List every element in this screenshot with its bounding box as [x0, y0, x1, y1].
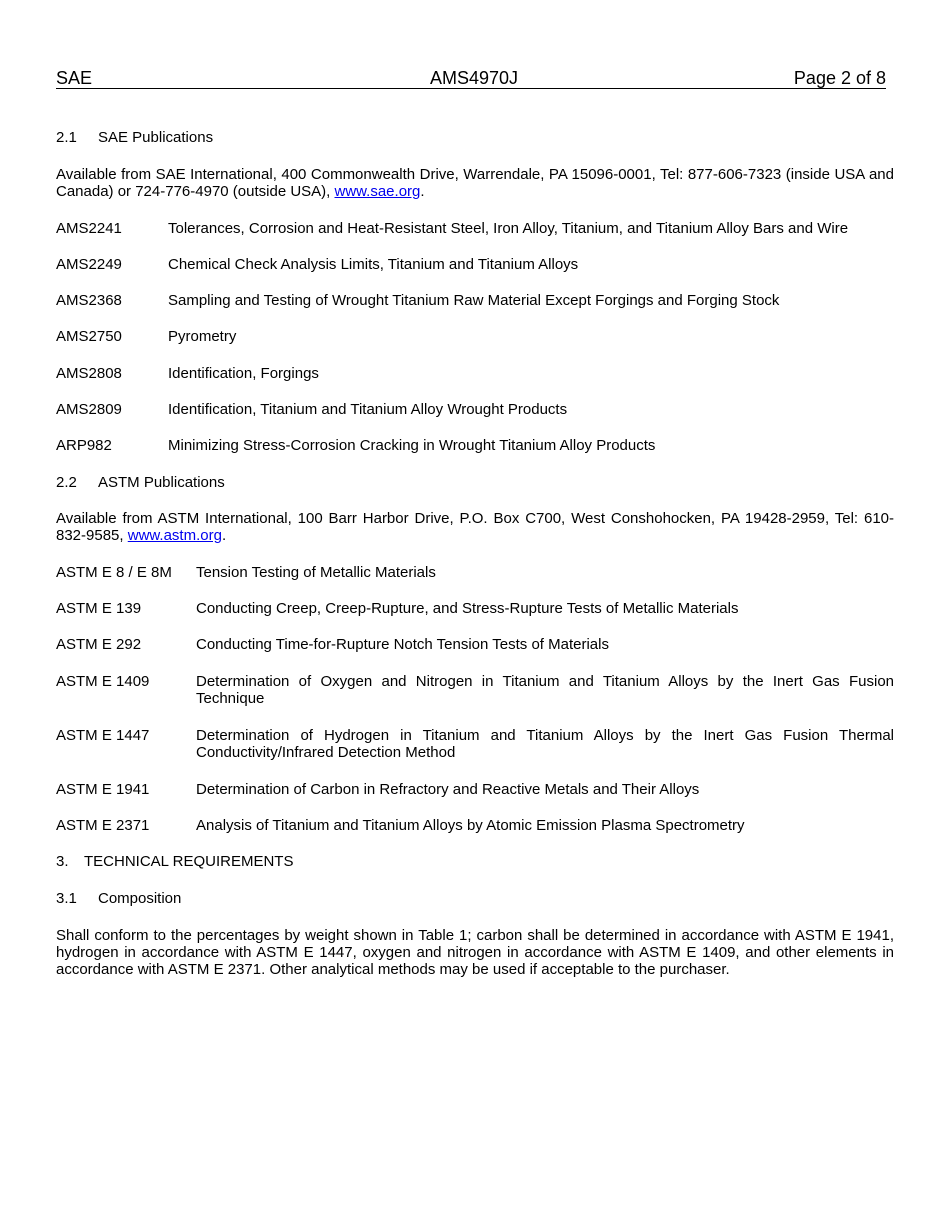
section-title: ASTM Publications: [98, 474, 225, 491]
page-header: [56, 68, 886, 89]
reference-code: ASTM E 1409: [56, 673, 150, 690]
section-number: 3.1: [56, 890, 77, 907]
reference-title: Chemical Check Analysis Limits, Titanium and Titanium Alloys: [168, 256, 579, 273]
header-document-number: AMS4970J: [430, 68, 519, 88]
section-number: 2.1: [56, 129, 77, 146]
section-heading-composition: [56, 890, 181, 907]
reference-code: AMS2809: [56, 401, 122, 418]
reference-code: AMS2368: [56, 292, 122, 309]
section-title: SAE Publications: [98, 129, 214, 146]
reference-title: Pyrometry: [168, 328, 237, 345]
reference-title: Determination of Oxygen and Nitrogen in Titanium and Titanium Alloys by the Inert Gas Fusion Technique: [196, 673, 894, 707]
reference-title: Conducting Time-for-Rupture Notch Tension Tests of Materials: [196, 636, 609, 653]
reference-title: Conducting Creep, Creep-Rupture, and Stress-Rupture Tests of Metallic Materials: [196, 600, 739, 617]
reference-title: Identification, Forgings: [168, 365, 319, 382]
reference-code: ARP982: [56, 437, 112, 454]
reference-code: AMS2808: [56, 365, 122, 382]
reference-title: Determination of Carbon in Refractory and Reactive Metals and Their Alloys: [196, 781, 700, 798]
sae-availability-paragraph: Available from SAE International, 400 Commonwealth Drive, Warrendale, PA 15096-0001, Tel: 877-606-7323 (inside USA and Canada) or 724-776-4970 (outside USA), www.sae.org.: [56, 166, 894, 200]
sae-website-link[interactable]: www.sae.org: [334, 183, 421, 200]
reference-code: ASTM E 8 / E 8M: [56, 564, 172, 581]
reference-title: Minimizing Stress-Corrosion Cracking in Wrought Titanium Alloy Products: [168, 437, 656, 454]
section-heading-astm: [56, 474, 225, 491]
reference-title: Tension Testing of Metallic Materials: [196, 564, 436, 581]
header-publisher: SAE: [56, 68, 93, 88]
section-title: TECHNICAL REQUIREMENTS: [84, 853, 294, 870]
reference-title: Identification, Titanium and Titanium Alloy Wrought Products: [168, 401, 568, 418]
reference-title: Tolerances, Corrosion and Heat-Resistant Steel, Iron Alloy, Titanium, and Titanium Alloy Bars and Wire: [168, 220, 849, 237]
reference-title: Determination of Hydrogen in Titanium and Titanium Alloys by the Inert Gas Fusion Thermal Conductivity/Infrared Detection Method: [196, 727, 894, 761]
section-title: Composition: [98, 890, 182, 907]
astm-availability-paragraph: Available from ASTM International, 100 Barr Harbor Drive, P.O. Box C700, West Conshohocken, PA 19428-2959, Tel: 610-832-9585, www.astm.org.: [56, 510, 894, 544]
section-heading-sae: [56, 129, 213, 146]
section-number: 3.: [56, 853, 69, 870]
section-heading-technical-requirements: [56, 853, 293, 870]
header-page-number: Page 2 of 8: [793, 68, 886, 88]
composition-paragraph: Shall conform to the percentages by weight shown in Table 1; carbon shall be determined in accordance with ASTM E 1941, hydrogen in accordance with ASTM E 1447, oxygen and nitrogen in accordance with ASTM E 1409, and other elements in accordance with ASTM E 2371. Other analytical methods may be used if acceptable to the purchaser.: [56, 927, 894, 978]
reference-code: AMS2249: [56, 256, 122, 273]
astm-website-link[interactable]: www.astm.org: [127, 527, 222, 544]
reference-title: Analysis of Titanium and Titanium Alloys by Atomic Emission Plasma Spectrometry: [196, 817, 745, 834]
reference-code: ASTM E 292: [56, 636, 142, 653]
reference-code: ASTM E 139: [56, 600, 142, 617]
reference-code: ASTM E 2371: [56, 817, 150, 834]
reference-code: AMS2241: [56, 220, 122, 237]
reference-title: Sampling and Testing of Wrought Titanium Raw Material Except Forgings and Forging Stock: [168, 292, 780, 309]
reference-code: ASTM E 1941: [56, 781, 150, 798]
reference-code: ASTM E 1447: [56, 727, 150, 744]
reference-code: AMS2750: [56, 328, 122, 345]
section-number: 2.2: [56, 474, 77, 491]
